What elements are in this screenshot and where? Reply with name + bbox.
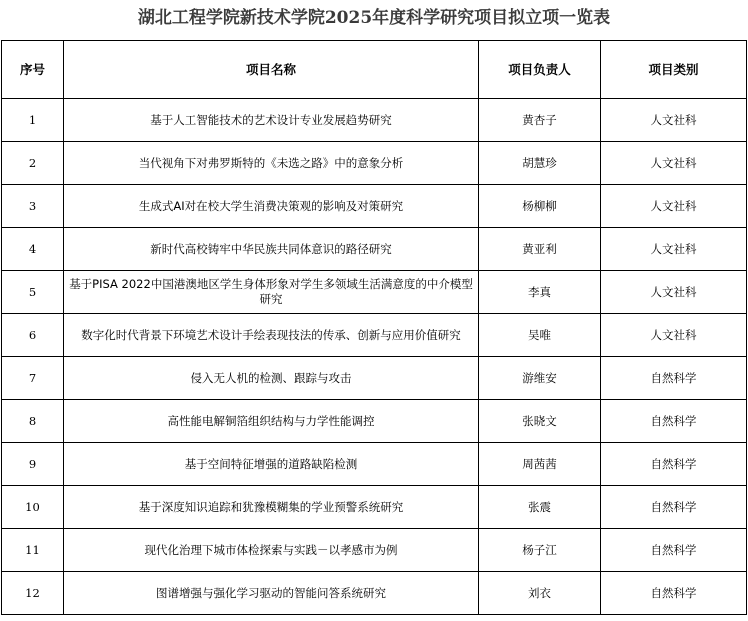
project-leader: 杨柳柳 [479,185,601,228]
table-row [2,99,747,142]
row-number: 1 [2,99,64,142]
row-number: 11 [2,529,64,572]
column-header-leader: 项目负责人 [479,41,601,99]
column-header-number: 序号 [2,41,64,99]
row-number: 4 [2,228,64,271]
table-row [2,314,747,357]
project-category: 人文社科 [601,271,747,314]
project-leader: 黄杏子 [479,99,601,142]
project-category: 人文社科 [601,142,747,185]
table-row [2,443,747,486]
row-number: 6 [2,314,64,357]
project-leader: 黄亚利 [479,228,601,271]
table-row [2,572,747,615]
project-name: 当代视角下对弗罗斯特的《未选之路》中的意象分析 [64,142,479,185]
table-row [2,271,747,314]
row-number: 8 [2,400,64,443]
row-number: 2 [2,142,64,185]
row-number: 12 [2,572,64,615]
table-header-row [2,41,747,99]
table-row [2,357,747,400]
project-name: 数字化时代背景下环境艺术设计手绘表现技法的传承、创新与应用价值研究 [64,314,479,357]
project-leader: 周茜茜 [479,443,601,486]
project-category: 自然科学 [601,572,747,615]
project-category: 自然科学 [601,400,747,443]
row-number: 9 [2,443,64,486]
project-name: 基于人工智能技术的艺术设计专业发展趋势研究 [64,99,479,142]
project-name: 现代化治理下城市体检探索与实践－以孝感市为例 [64,529,479,572]
project-category: 人文社科 [601,99,747,142]
project-leader: 刘衣 [479,572,601,615]
project-name: 新时代高校铸牢中华民族共同体意识的路径研究 [64,228,479,271]
row-number: 5 [2,271,64,314]
column-header-category: 项目类别 [601,41,747,99]
table-row [2,228,747,271]
project-name: 基于深度知识追踪和犹豫模糊集的学业预警系统研究 [64,486,479,529]
project-name: 高性能电解铜箔组织结构与力学性能调控 [64,400,479,443]
project-category: 自然科学 [601,357,747,400]
project-leader: 张震 [479,486,601,529]
project-leader: 吴唯 [479,314,601,357]
project-leader: 胡慧珍 [479,142,601,185]
row-number: 3 [2,185,64,228]
project-name: 基于PISA 2022中国港澳地区学生身体形象对学生多领域生活满意度的中介模型研究 [64,271,479,314]
row-number: 10 [2,486,64,529]
column-header-project-name: 项目名称 [64,41,479,99]
project-category: 自然科学 [601,443,747,486]
table-row [2,529,747,572]
table-row [2,486,747,529]
project-table [1,40,747,615]
project-category: 人文社科 [601,185,747,228]
table-row [2,400,747,443]
project-category: 人文社科 [601,314,747,357]
page-title: 湖北工程学院新技术学院2025年度科学研究项目拟立项一览表 [137,8,611,28]
project-name: 生成式AI对在校大学生消费决策观的影响及对策研究 [64,185,479,228]
row-number: 7 [2,357,64,400]
project-leader: 游维安 [479,357,601,400]
project-leader: 李真 [479,271,601,314]
table-row [2,185,747,228]
project-name: 图谱增强与强化学习驱动的智能问答系统研究 [64,572,479,615]
project-category: 自然科学 [601,486,747,529]
project-leader: 张晓文 [479,400,601,443]
project-name: 基于空间特征增强的道路缺陷检测 [64,443,479,486]
project-category: 自然科学 [601,529,747,572]
project-name: 侵入无人机的检测、跟踪与攻击 [64,357,479,400]
project-category: 人文社科 [601,228,747,271]
project-leader: 杨子江 [479,529,601,572]
table-row [2,142,747,185]
